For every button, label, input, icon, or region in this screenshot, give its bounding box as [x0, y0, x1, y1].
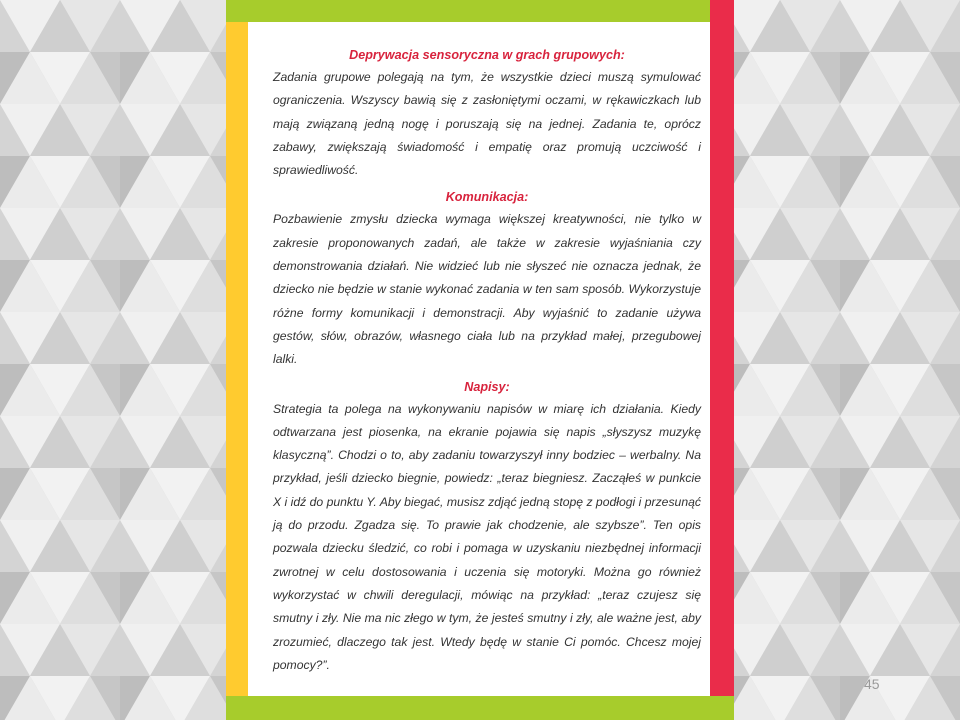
- left-color-bar: [226, 22, 248, 696]
- right-color-bar: [710, 0, 734, 696]
- section-body-communication: Pozbawienie zmysłu dziecka wymaga większej kreatywności, nie tylko w zakresie proponowanych zadań, ale także w zakresie wyjaśniania czy demonstrowania działań. Nie widzieć lub nie słyszeć nie oznacza jednak, że dziecko nie będzie w stanie wykonać zadania w ten sam sposób. Wykorzystuje różne formy komunikacji i demonstracji. Aby wyjaśnić to zadanie używa gestów, słów, obrazów, własnego ciała lub na przykład małej, przegubowej lalki.: [273, 212, 701, 367]
- section-body-deprivation: Zadania grupowe polegają na tym, że wszystkie dzieci muszą symulować ograniczenia. Wszyscy bawią się z zasłoniętymi oczami, w rękawiczkach lub mają związaną jedną nogę i poruszają się na jednej. Zadania te, oprócz zabawy, zwiększają świadomość i empatię oraz promują uczciwość i sprawiedliwość.: [273, 70, 701, 178]
- section-heading-subtitles: Napisy:: [464, 379, 510, 394]
- section-heading-deprivation: Deprywacja sensoryczna w grach grupowych:: [349, 48, 625, 62]
- bottom-color-bar: [226, 696, 734, 720]
- section-body-subtitles: Strategia ta polega na wykonywaniu napisów w miarę ich działania. Kiedy odtwarzana jest piosenka, na ekranie pojawia się napis „słyszysz muzykę klasyczną”. Chodzi o to, aby zadaniu towarzyszył inny bodziec – werbalny. Na przykład, jeśli dziecko biegnie, powiedz: „teraz biegniesz. Zacząłeś w punkcie X i idź do punktu Y. Aby biegać, musisz zdjąć jedną stopę z podłogi i przesunąć ją do przodu. Zgadza się. To prawie jak chodzenie, ale szybsze”. Ten opis pozwala dziecku śledzić, co robi i pomaga w uzyskaniu niezbędnej informacji zwrotnej w celu dostosowania i uczenia się motoryki. Można go również wykorzystać w chwili deregulacji, mówiąc na przykład: „teraz czujesz się smutny i zły. Nie ma nic złego w tym, że jesteś smutny i zły, ale ważne jest, aby zrozumieć, dlaczego tak jest. Wtedy będę w stanie Ci pomóc. Chcesz mojej pomocy?”.: [273, 401, 701, 672]
- page-content: [273, 44, 701, 677]
- top-color-bar: [226, 0, 734, 22]
- page-number: 45: [864, 676, 880, 692]
- section-heading-communication: Komunikacja:: [445, 190, 529, 205]
